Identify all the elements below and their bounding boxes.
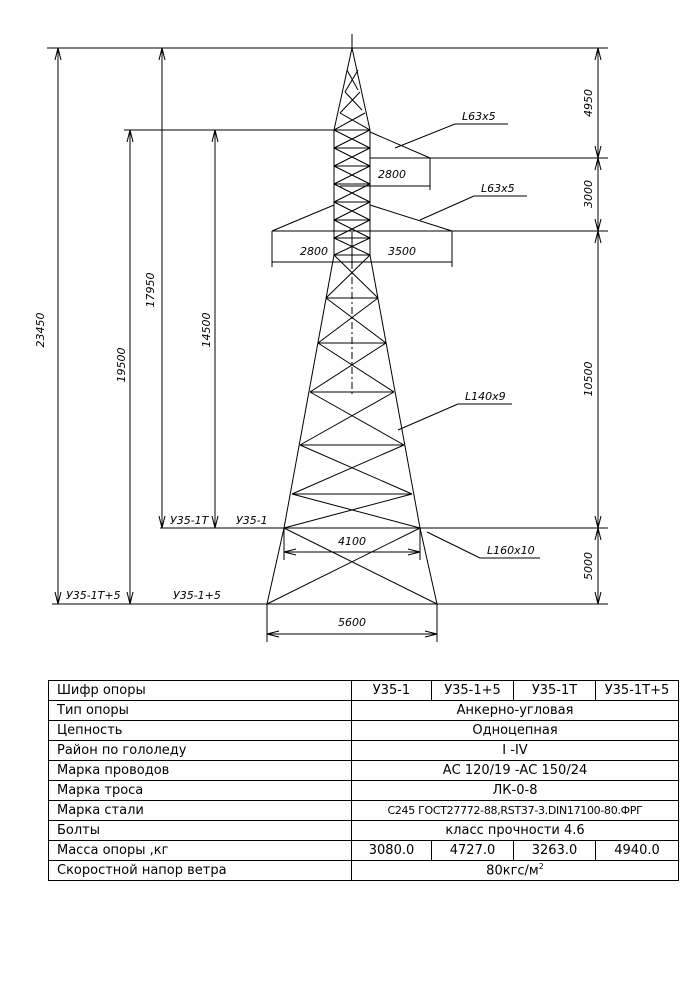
cell-value: У35-1Т+5 — [596, 681, 679, 701]
level-u35-1t5: У35-1Т+5 — [66, 589, 121, 602]
upper-crossarm — [340, 132, 430, 190]
cell-value — [352, 861, 679, 881]
profile-upper-arm: L63x5 — [462, 110, 496, 123]
row-label: Шифр опоры — [49, 681, 352, 701]
table-row — [49, 821, 679, 841]
dim-body: 10500 — [582, 361, 595, 397]
row-label: Марка проводов — [49, 761, 352, 781]
profile-lower-leg: L160x10 — [487, 544, 535, 557]
row-label: Марка троса — [49, 781, 352, 801]
level-u35-1t: У35-1Т — [170, 514, 209, 527]
tower-shaft — [334, 70, 370, 262]
cell-value: I -IV — [352, 741, 679, 761]
row-label: Цепность — [49, 721, 352, 741]
row-label: Район по гололеду — [49, 741, 352, 761]
cell-value: У35-1 — [352, 681, 432, 701]
row-label: Масса опоры ,кг — [49, 841, 352, 861]
cell-value: У35-1+5 — [432, 681, 514, 701]
cell-value: 4940.0 — [596, 841, 679, 861]
dim-upper-arm-width: 2800 — [378, 168, 406, 181]
wind-pressure-value: 80кгс/м — [486, 863, 539, 879]
cell-value: ЛК-0-8 — [352, 781, 679, 801]
table-row — [49, 701, 679, 721]
dim-total-height: 23450 — [34, 312, 47, 348]
dim-lower-arm-left: 2800 — [300, 245, 328, 258]
row-label: Тип опоры — [49, 701, 352, 721]
dim-lower-arm-right: 3500 — [388, 245, 416, 258]
level-u35-1: У35-1 — [236, 514, 268, 527]
dim-waist-width: 4100 — [338, 535, 366, 548]
cell-value: класс прочности 4.6 — [352, 821, 679, 841]
cell-value: С245 ГОСТ27772-88,RST37-3.DIN17100-80.ФРГ — [352, 801, 679, 821]
cell-value: 4727.0 — [432, 841, 514, 861]
wind-pressure-exponent: 2 — [538, 862, 544, 872]
row-label: Болты — [49, 821, 352, 841]
row-label: Марка стали — [49, 801, 352, 821]
dim-top-section: 4950 — [582, 89, 595, 117]
lower-crossarm — [272, 205, 452, 267]
cell-value: Анкерно-угловая — [352, 701, 679, 721]
cell-value: У35-1Т — [514, 681, 596, 701]
cell-value: 3263.0 — [514, 841, 596, 861]
table-row — [49, 781, 679, 801]
profile-body-leg: L140x9 — [465, 390, 506, 403]
row-label: Скоростной напор ветра — [49, 861, 352, 881]
table-row — [49, 761, 679, 781]
table-row — [49, 861, 679, 881]
leader-lines — [395, 124, 540, 558]
dimension-lines-horizontal — [267, 186, 452, 642]
table-row — [49, 741, 679, 761]
dim-base-width: 5600 — [338, 616, 366, 629]
profile-lower-arm: L63x5 — [481, 182, 515, 195]
specification-table — [48, 680, 679, 881]
dim-upper-crossarm-gap: 3000 — [582, 180, 595, 208]
table-row — [49, 801, 679, 821]
dim-19500: 19500 — [115, 347, 128, 383]
cell-value: 3080.0 — [352, 841, 432, 861]
table-row — [49, 721, 679, 741]
level-u35-15: У35-1+5 — [173, 589, 221, 602]
table-row — [49, 841, 679, 861]
table-row — [49, 681, 679, 701]
dim-14500: 14500 — [200, 312, 213, 348]
dim-bottom-section: 5000 — [582, 552, 595, 580]
tower-body — [284, 255, 420, 528]
dim-17950: 17950 — [144, 272, 157, 308]
cell-value: АС 120/19 -АС 150/24 — [352, 761, 679, 781]
cell-value: Одноцепная — [352, 721, 679, 741]
